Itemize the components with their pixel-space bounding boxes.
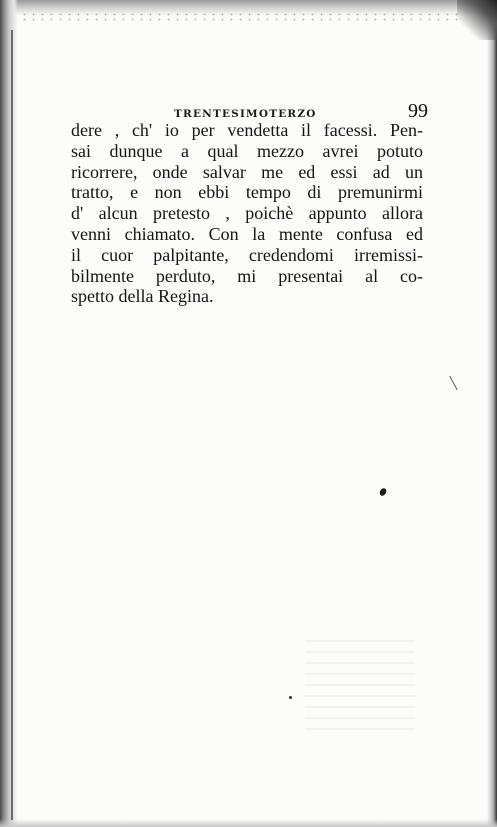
text-line: ricorrere, onde salvar me ed essi ad un	[71, 161, 423, 182]
text-line: tratto, e non ebbi tempo di premunirmi	[71, 182, 423, 203]
text-line: venni chiamato. Con la mente confusa ed	[71, 223, 423, 244]
ink-speck	[289, 696, 292, 699]
paper-fiber	[449, 376, 457, 391]
body-paragraph	[71, 120, 423, 307]
text-line: dere , ch' io per vendetta il facessi. Pen-	[71, 120, 423, 140]
scan-corner-shadow	[457, 0, 497, 40]
running-title: TRENTESIMOTERZO	[174, 108, 317, 120]
scan-binding-shadow	[0, 0, 18, 827]
text-line: il cuor palpitante, credendomi irremissi-	[71, 244, 423, 265]
page-number: 99	[408, 100, 428, 122]
text-line: spetto della Regina.	[71, 286, 214, 307]
text-line: bilmente perduto, mi presentai al co-	[71, 265, 423, 286]
text-line: sai dunque a qual mezzo avrei potuto	[71, 140, 423, 161]
text-line: d' alcun pretesto , poichè appunto allora	[71, 203, 423, 224]
scan-gutter-line	[11, 30, 13, 820]
scan-top-specks	[20, 12, 460, 22]
show-through-text	[305, 640, 415, 730]
scan-bottom-edge	[0, 819, 497, 827]
ink-blot	[378, 487, 387, 497]
scan-right-edge	[487, 0, 497, 827]
